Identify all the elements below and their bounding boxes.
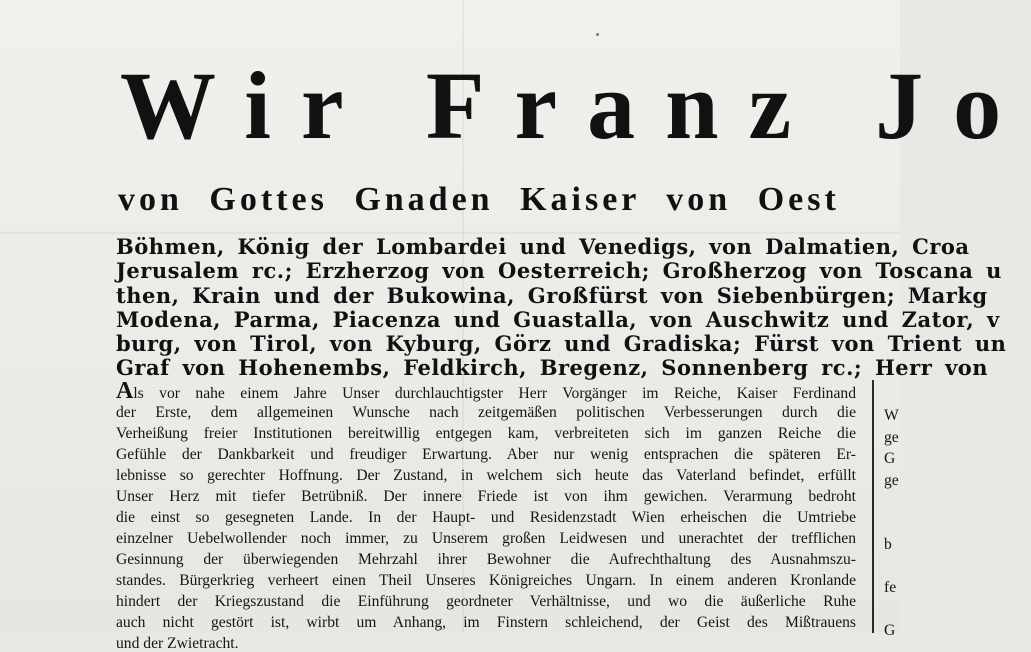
right-column-line: G: [884, 450, 896, 467]
dropcap: A: [116, 378, 134, 404]
titles-line-6: Graf von Hohenembs, Feldkirch, Bregenz, Sonnenberg rc.; Herr von: [116, 355, 989, 380]
body-line-11: hindert der Kriegszustand die Einführung geordneter Verhältnisse, und wo die äußerliche Ruhe: [116, 593, 856, 610]
body-line-1: [116, 378, 856, 404]
body-line-4: Gefühle der Dankbarkeit und freudiger Erwartung. Aber nur wenig entsprachen die späteren Er-: [116, 446, 856, 463]
body-line-13: und der Zwietracht.: [116, 635, 239, 652]
right-column-line: [884, 513, 900, 535]
body-line-9: Gesinnung der überwiegenden Mehrzahl ihrer Bewohner die Aufrechthaltung des Ausnahmszu-: [116, 551, 856, 568]
body-line-5: lebnisse so gerechter Hoffnung. Der Zustand, in welchem sich heute das Vaterland befindet, erfüllt: [116, 467, 856, 484]
body-line-7: die einst so gesegneten Lande. In der Haupt- und Residenzstadt Wien erheischen die Umtriebe: [116, 509, 856, 526]
titles-line-2: Jerusalem rc.; Erzherzog von Oesterreich; Großherzog von Toscana u: [116, 258, 1002, 283]
titles-line-4: Modena, Parma, Piacenza und Guastalla, von Auschwitz und Zator, v: [116, 307, 1000, 332]
right-column-line: G: [884, 622, 896, 639]
right-column-line: b: [884, 536, 892, 553]
right-column-line: [884, 599, 900, 621]
right-column-line: fe: [884, 579, 897, 596]
body-line-3: Verheißung freier Institutionen bereitwillig entgegen kam, verbreiteten sich im ganzen Reiche die: [116, 425, 856, 442]
body-line-2: der Erste, dem allgemeinen Wunsche nach zeitgemäßen politischen Verbesserungen durch die: [116, 404, 856, 421]
titles-line-1: Böhmen, König der Lombardei und Venedigs, von Dalmatien, Croa: [116, 234, 970, 259]
paper-spot: [596, 33, 599, 36]
body-line-6: Unser Herz mit tiefer Betrübniß. Der innere Friede ist von ihm gewichen. Verarmung bedroht: [116, 488, 856, 505]
column-rule: [872, 380, 874, 633]
proclamation-title: Wir Franz Jo: [120, 52, 1031, 159]
body-line-10: standes. Bürgerkrieg verheert einen Theil Unseres Königreiches Ungarn. In einem anderen Kronlande: [116, 572, 856, 589]
body-line-8: einzelner Uebelwollender noch immer, zu Unserem großen Leidwesen und unerachtet der trefflichen: [116, 530, 856, 547]
body-line-12: auch nicht gestört ist, wirbt um Anhang, im Finstern schleichend, der Geist des Mißtrauens: [116, 614, 856, 631]
titles-line-3: then, Krain und der Bukowina, Großfürst von Siebenbürgen; Markg: [116, 283, 988, 308]
right-column-fragments: [884, 405, 900, 642]
right-column-line: [884, 491, 900, 513]
body-line-1-text: ls vor nahe einem Jahre Unser durchlauchtigster Herr Vorgänger im Reiche, Kaiser Ferdinand: [133, 385, 856, 402]
titles-line-5: burg, von Tirol, von Kyburg, Görz und Gradiska; Fürst von Trient un: [116, 331, 1007, 356]
right-column-line: W: [884, 407, 899, 424]
right-column-line: ge: [884, 471, 899, 489]
right-column-line: [884, 556, 900, 578]
proclamation-subtitle: von Gottes Gnaden Kaiser von Oest: [118, 181, 840, 218]
right-column-line: ge: [884, 428, 899, 446]
